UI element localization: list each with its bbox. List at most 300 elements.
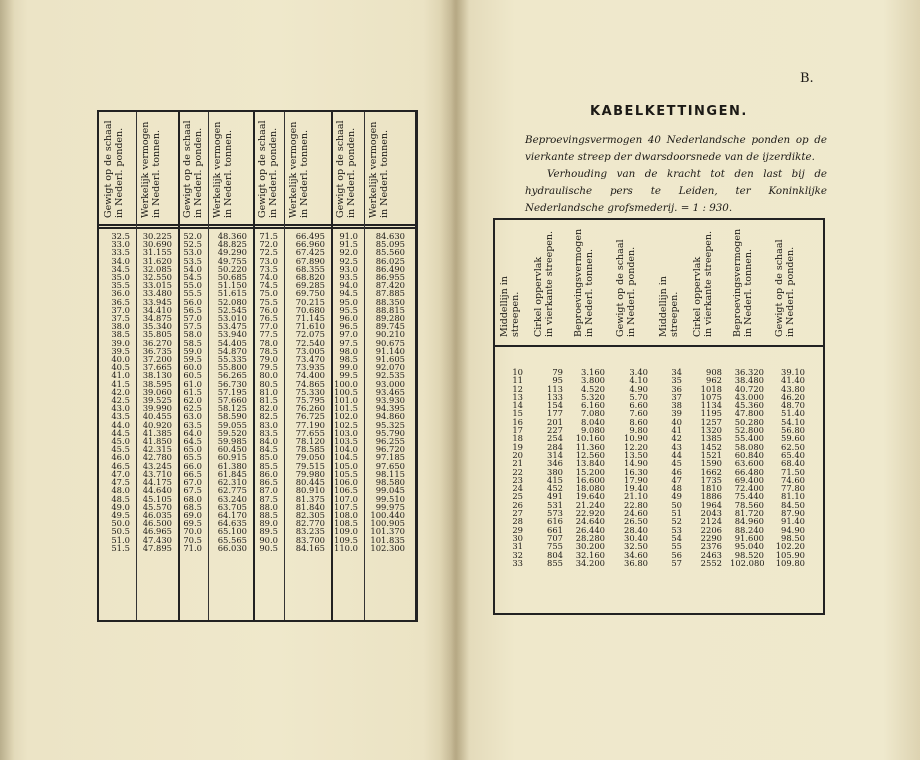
table-cell: 38.5 <box>111 329 130 340</box>
table-cell: 79.050 <box>295 452 325 463</box>
table-cell: 90.0 <box>259 534 278 545</box>
table-cell: 39.10 <box>781 367 805 377</box>
table-cell: 77.80 <box>781 483 805 494</box>
table-cell: 95.325 <box>375 419 405 430</box>
table-cell: 99.975 <box>375 501 405 512</box>
table-cell: 201 <box>547 416 563 427</box>
table-cell: 73.5 <box>259 263 278 274</box>
left-table-data-column <box>333 232 358 552</box>
table-cell: 98.50 <box>781 532 805 543</box>
table-cell: 51.0 <box>111 534 130 545</box>
table-cell: 42.5 <box>111 395 130 406</box>
table-cell: 94.860 <box>375 411 405 422</box>
left-table-data-column <box>180 232 202 552</box>
table-cell: 45.0 <box>111 436 130 447</box>
table-cell: 43.0 <box>111 403 130 414</box>
table-cell: 84.165 <box>295 542 325 553</box>
table-cell: 84.5 <box>259 444 278 455</box>
table-cell: 22 <box>512 466 523 477</box>
table-cell: 38.0 <box>111 321 130 332</box>
table-cell: 58.590 <box>217 411 247 422</box>
table-cell: 63.705 <box>217 501 247 512</box>
table-cell: 81.375 <box>295 493 325 504</box>
table-cell: 40.0 <box>111 354 130 365</box>
table-cell: 57.195 <box>217 386 247 397</box>
table-cell: 68.355 <box>295 263 325 274</box>
table-cell: 60.450 <box>217 444 247 455</box>
table-cell: 11 <box>512 375 523 386</box>
table-cell: 75.795 <box>295 395 325 406</box>
table-cell: 1662 <box>700 466 722 477</box>
table-cell: 83.5 <box>259 427 278 438</box>
table-cell: 68.820 <box>295 272 325 283</box>
table-cell: 39.525 <box>142 395 172 406</box>
table-cell: 43.80 <box>781 383 805 394</box>
table-cell: 15 <box>512 408 523 419</box>
table-cell: 2206 <box>700 524 722 535</box>
table-cell: 21.240 <box>575 499 605 510</box>
table-cell: 37.665 <box>142 362 172 373</box>
table-cell: 102.20 <box>775 541 805 552</box>
left-table-column-header: Gewigt op de schaal in Nederl. ponden. <box>103 120 125 218</box>
table-cell: 75.440 <box>734 491 764 502</box>
table-cell: 37.5 <box>111 313 130 324</box>
table-cell: 90.675 <box>375 337 405 348</box>
table-cell: 36.5 <box>111 296 130 307</box>
table-cell: 44 <box>671 449 682 460</box>
table-cell: 85.0 <box>259 452 278 463</box>
table-cell: 908 <box>706 367 722 377</box>
table-cell: 67.5 <box>183 485 202 496</box>
table-cell: 59.520 <box>217 427 247 438</box>
table-cell: 53.475 <box>217 321 247 332</box>
table-cell: 98.5 <box>339 354 358 365</box>
table-cell: 51 <box>671 508 682 519</box>
table-cell: 84.0 <box>259 436 278 447</box>
table-cell: 74.60 <box>781 474 805 485</box>
table-cell: 1964 <box>700 499 722 510</box>
table-cell: 37 <box>671 391 682 402</box>
table-cell: 4.520 <box>581 383 605 394</box>
table-cell: 6.60 <box>629 400 648 411</box>
table-cell: 24.60 <box>624 508 648 519</box>
table-cell: 101.5 <box>334 403 358 414</box>
table-cell: 16 <box>512 416 523 427</box>
table-cell: 100.5 <box>334 386 358 397</box>
right-table-data-column <box>690 368 722 567</box>
table-cell: 66.480 <box>734 466 764 477</box>
table-cell: 962 <box>706 375 722 386</box>
table-cell: 52.0 <box>183 231 202 241</box>
table-cell: 1735 <box>700 474 722 485</box>
table-cell: 103.5 <box>334 436 358 447</box>
table-cell: 31.620 <box>142 255 172 266</box>
left-table-data-column <box>255 232 278 552</box>
table-cell: 97.185 <box>375 452 405 463</box>
table-cell: 35.340 <box>142 321 172 332</box>
table-cell: 86.0 <box>259 468 278 479</box>
table-cell: 48.360 <box>217 231 247 241</box>
table-cell: 97.650 <box>375 460 405 471</box>
table-cell: 91.605 <box>375 354 405 365</box>
table-cell: 254 <box>547 433 563 444</box>
left-table-column-header: Werkelijk vermogen in Nederl. tonnen. <box>368 121 390 218</box>
table-cell: 47.430 <box>142 534 172 545</box>
table-cell: 109.80 <box>775 557 805 568</box>
table-cell: 102.080 <box>730 557 765 568</box>
right-table-column-header: Gewigt op de schaal in Nederl. ponden. <box>615 239 637 337</box>
table-cell: 34.0 <box>111 255 130 266</box>
table-cell: 2290 <box>700 532 722 543</box>
left-table-column-header: Werkelijk vermogen in Nederl. tonnen. <box>140 121 162 218</box>
table-cell: 30.225 <box>142 231 172 241</box>
table-cell: 8.040 <box>581 416 605 427</box>
table-cell: 78.0 <box>259 337 278 348</box>
table-cell: 88.350 <box>375 296 405 307</box>
table-cell: 72.400 <box>734 483 764 494</box>
table-cell: 52 <box>671 516 682 527</box>
table-cell: 113 <box>547 383 563 394</box>
table-cell: 43.000 <box>734 391 764 402</box>
right-table-data-column <box>613 368 648 567</box>
table-cell: 50 <box>671 499 682 510</box>
table-cell: 49.0 <box>111 501 130 512</box>
right-table-data-column <box>730 368 764 567</box>
table-cell: 45.360 <box>734 400 764 411</box>
table-cell: 52.800 <box>734 425 764 436</box>
table-cell: 36 <box>671 383 682 394</box>
table-cell: 101.370 <box>370 526 405 537</box>
left-table <box>97 110 418 622</box>
table-cell: 49 <box>671 491 682 502</box>
left-page-edge <box>0 0 14 760</box>
table-cell: 46.0 <box>111 452 130 463</box>
table-cell: 65.565 <box>217 534 247 545</box>
table-cell: 104.0 <box>334 444 358 455</box>
table-cell: 102.5 <box>334 419 358 430</box>
table-cell: 63.0 <box>183 411 202 422</box>
table-cell: 56.80 <box>781 425 805 436</box>
table-cell: 2376 <box>700 541 722 552</box>
left-table-column-header: Werkelijk vermogen in Nederl. tonnen. <box>212 121 234 218</box>
table-cell: 22.80 <box>624 499 648 510</box>
table-cell: 85.5 <box>259 460 278 471</box>
table-cell: 57 <box>671 557 682 568</box>
table-cell: 89.5 <box>259 526 278 537</box>
table-cell: 43.5 <box>111 411 130 422</box>
table-cell: 87.0 <box>259 485 278 496</box>
right-table-column-header: Cirkel oppervlak in vierkante streepen. <box>692 230 714 337</box>
table-cell: 7.60 <box>629 408 648 419</box>
left-table-column-rule <box>284 112 285 620</box>
table-cell: 49.755 <box>217 255 247 266</box>
table-cell: 16.600 <box>575 474 605 485</box>
right-table-column-header: Beproevingsvermogen in Nederl. tonnen. <box>573 228 595 337</box>
table-cell: 33.945 <box>142 296 172 307</box>
table-cell: 28 <box>512 516 523 527</box>
right-table-column-header: Gewigt op de schaal in Nederl. ponden. <box>774 239 796 337</box>
table-cell: 108.5 <box>334 518 358 529</box>
table-cell: 58.5 <box>183 337 202 348</box>
table-cell: 96.720 <box>375 444 405 455</box>
table-cell: 99.510 <box>375 493 405 504</box>
table-cell: 22.920 <box>575 508 605 519</box>
table-cell: 1521 <box>700 449 722 460</box>
table-cell: 80.5 <box>259 378 278 389</box>
table-cell: 89.0 <box>259 518 278 529</box>
table-cell: 177 <box>547 408 563 419</box>
table-cell: 32.5 <box>111 231 130 241</box>
table-cell: 65.5 <box>183 452 202 463</box>
table-cell: 78.560 <box>734 499 764 510</box>
table-cell: 27 <box>512 508 523 519</box>
table-cell: 69.0 <box>183 509 202 520</box>
table-cell: 28.280 <box>575 532 605 543</box>
table-cell: 77.655 <box>295 427 325 438</box>
table-cell: 380 <box>547 466 563 477</box>
table-cell: 46.20 <box>781 391 805 402</box>
table-cell: 82.305 <box>295 509 325 520</box>
table-cell: 77.0 <box>259 321 278 332</box>
table-cell: 45.105 <box>142 493 172 504</box>
table-cell: 86.955 <box>375 272 405 283</box>
table-cell: 58.080 <box>734 441 764 452</box>
table-cell: 75.0 <box>259 288 278 299</box>
table-cell: 88.815 <box>375 304 405 315</box>
table-cell: 110.0 <box>334 542 358 553</box>
table-cell: 36.80 <box>624 557 648 568</box>
table-cell: 6.160 <box>581 400 605 411</box>
right-table-header-rule <box>495 345 823 347</box>
table-cell: 47.5 <box>111 477 130 488</box>
right-table-column-header: Middellijn in streepen. <box>499 276 521 337</box>
table-cell: 82.5 <box>259 411 278 422</box>
table-cell: 98.580 <box>375 477 405 488</box>
table-cell: 77.5 <box>259 329 278 340</box>
table-cell: 40 <box>671 416 682 427</box>
table-cell: 38.595 <box>142 378 172 389</box>
table-cell: 415 <box>547 474 563 485</box>
table-cell: 50.5 <box>111 526 130 537</box>
table-cell: 91.600 <box>734 532 764 543</box>
table-cell: 2043 <box>700 508 722 519</box>
table-cell: 82.0 <box>259 403 278 414</box>
table-cell: 78.5 <box>259 345 278 356</box>
table-cell: 63.240 <box>217 493 247 504</box>
table-cell: 42 <box>671 433 682 444</box>
table-cell: 1257 <box>700 416 722 427</box>
table-cell: 86.5 <box>259 477 278 488</box>
table-cell: 81.0 <box>259 386 278 397</box>
table-cell: 74.5 <box>259 280 278 291</box>
table-cell: 17 <box>512 425 523 436</box>
table-cell: 66.960 <box>295 239 325 250</box>
table-cell: 65.0 <box>183 444 202 455</box>
table-cell: 44.0 <box>111 419 130 430</box>
table-cell: 81.10 <box>781 491 805 502</box>
intro-paragraph-2: Verhouding van de kracht tot den last bij de hydraulische pers te Leiden, ter Koninklijke Nederlandsche grofsmederij. = 1 : 930. <box>525 168 827 214</box>
table-cell: 66.5 <box>183 468 202 479</box>
table-cell: 804 <box>547 549 563 560</box>
table-cell: 92.535 <box>375 370 405 381</box>
table-cell: 104.5 <box>334 452 358 463</box>
table-cell: 9.80 <box>629 425 648 436</box>
table-cell: 68.5 <box>183 501 202 512</box>
table-cell: 44.175 <box>142 477 172 488</box>
table-cell: 40.720 <box>734 383 764 394</box>
table-cell: 346 <box>547 458 563 469</box>
table-cell: 96.0 <box>339 313 358 324</box>
table-cell: 53 <box>671 524 682 535</box>
table-cell: 50.280 <box>734 416 764 427</box>
right-table-column-header: Cirkel oppervlak in vierkante streepen. <box>533 230 555 337</box>
table-cell: 52.080 <box>217 296 247 307</box>
table-cell: 68.0 <box>183 493 202 504</box>
table-cell: 33.0 <box>111 239 130 250</box>
table-cell: 491 <box>547 491 563 502</box>
page-title: KABELKETTINGEN. <box>590 104 748 119</box>
table-cell: 32 <box>512 549 523 560</box>
table-cell: 88.240 <box>734 524 764 535</box>
table-cell: 105.0 <box>334 460 358 471</box>
table-cell: 54.0 <box>183 263 202 274</box>
left-table-data-column <box>286 232 325 552</box>
table-cell: 99.0 <box>339 362 358 373</box>
table-cell: 14.90 <box>624 458 648 469</box>
left-table-data-column <box>210 232 247 552</box>
table-cell: 81.840 <box>295 501 325 512</box>
table-cell: 41.5 <box>111 378 130 389</box>
table-cell: 10.90 <box>624 433 648 444</box>
table-cell: 59.5 <box>183 354 202 365</box>
table-cell: 40.455 <box>142 411 172 422</box>
table-cell: 91.140 <box>375 345 405 356</box>
table-cell: 3.160 <box>581 367 605 377</box>
table-cell: 106.5 <box>334 485 358 496</box>
table-cell: 34.410 <box>142 304 172 315</box>
table-cell: 41.385 <box>142 427 172 438</box>
table-cell: 80.0 <box>259 370 278 381</box>
table-cell: 73.935 <box>295 362 325 373</box>
table-cell: 23 <box>512 474 523 485</box>
table-cell: 48.5 <box>111 493 130 504</box>
table-cell: 64.170 <box>217 509 247 520</box>
table-cell: 71.50 <box>781 466 805 477</box>
table-cell: 76.0 <box>259 304 278 315</box>
table-cell: 41.40 <box>781 375 805 386</box>
table-cell: 19.640 <box>575 491 605 502</box>
table-cell: 72.5 <box>259 247 278 258</box>
table-cell: 88.0 <box>259 501 278 512</box>
table-cell: 42.315 <box>142 444 172 455</box>
table-cell: 52.5 <box>183 239 202 250</box>
table-cell: 13.840 <box>575 458 605 469</box>
table-cell: 71.0 <box>183 542 202 553</box>
table-cell: 707 <box>547 532 563 543</box>
right-table-column-header: Beproevingsvermogen in Nederl. tonnen. <box>732 228 754 337</box>
table-cell: 79.5 <box>259 362 278 373</box>
table-cell: 48.70 <box>781 400 805 411</box>
table-cell: 83.0 <box>259 419 278 430</box>
table-cell: 314 <box>547 449 563 460</box>
table-cell: 73.0 <box>259 255 278 266</box>
table-cell: 4.90 <box>629 383 648 394</box>
table-cell: 57.5 <box>183 321 202 332</box>
table-cell: 83.235 <box>295 526 325 537</box>
table-cell: 1075 <box>700 391 722 402</box>
table-cell: 94.5 <box>339 288 358 299</box>
table-cell: 573 <box>547 508 563 519</box>
table-cell: 16.30 <box>624 466 648 477</box>
right-table-data-column <box>656 368 682 567</box>
table-cell: 64.635 <box>217 518 247 529</box>
table-cell: 4.10 <box>629 375 648 386</box>
table-cell: 97.0 <box>339 329 358 340</box>
table-cell: 87.420 <box>375 280 405 291</box>
table-cell: 43 <box>671 441 682 452</box>
table-cell: 66.0 <box>183 460 202 471</box>
table-cell: 18 <box>512 433 523 444</box>
table-cell: 102.0 <box>334 411 358 422</box>
table-cell: 62.775 <box>217 485 247 496</box>
table-cell: 46.035 <box>142 509 172 520</box>
left-table-column-rule <box>136 112 137 620</box>
table-cell: 452 <box>547 483 563 494</box>
table-cell: 50.220 <box>217 263 247 274</box>
table-cell: 45.570 <box>142 501 172 512</box>
table-cell: 95.040 <box>734 541 764 552</box>
table-cell: 36.0 <box>111 288 130 299</box>
table-cell: 87.5 <box>259 493 278 504</box>
table-cell: 70.680 <box>295 304 325 315</box>
table-cell: 87.90 <box>781 508 805 519</box>
table-cell: 95.0 <box>339 296 358 307</box>
table-cell: 72.075 <box>295 329 325 340</box>
table-cell: 84.630 <box>375 231 405 241</box>
table-cell: 35.0 <box>111 272 130 283</box>
table-cell: 43.710 <box>142 468 172 479</box>
table-cell: 46.5 <box>111 460 130 471</box>
table-cell: 87.885 <box>375 288 405 299</box>
table-cell: 58.125 <box>217 403 247 414</box>
table-cell: 74.400 <box>295 370 325 381</box>
right-table-data-column <box>571 368 605 567</box>
table-cell: 855 <box>547 557 563 568</box>
table-cell: 26.50 <box>624 516 648 527</box>
table-cell: 76.5 <box>259 313 278 324</box>
left-table-header-rule-2 <box>99 227 415 229</box>
table-cell: 62.0 <box>183 395 202 406</box>
table-cell: 74.865 <box>295 378 325 389</box>
table-cell: 32.550 <box>142 272 172 283</box>
table-cell: 9.080 <box>581 425 605 436</box>
table-cell: 67.0 <box>183 477 202 488</box>
table-cell: 1385 <box>700 433 722 444</box>
table-cell: 56.265 <box>217 370 247 381</box>
table-cell: 30.690 <box>142 239 172 250</box>
table-cell: 86.025 <box>375 255 405 266</box>
table-cell: 51.615 <box>217 288 247 299</box>
table-cell: 11.360 <box>575 441 605 452</box>
table-cell: 54.405 <box>217 337 247 348</box>
table-cell: 36.735 <box>142 345 172 356</box>
table-cell: 24 <box>512 483 523 494</box>
table-cell: 50.685 <box>217 272 247 283</box>
table-cell: 42.780 <box>142 452 172 463</box>
table-cell: 57.0 <box>183 313 202 324</box>
table-cell: 44.640 <box>142 485 172 496</box>
table-cell: 93.0 <box>339 263 358 274</box>
